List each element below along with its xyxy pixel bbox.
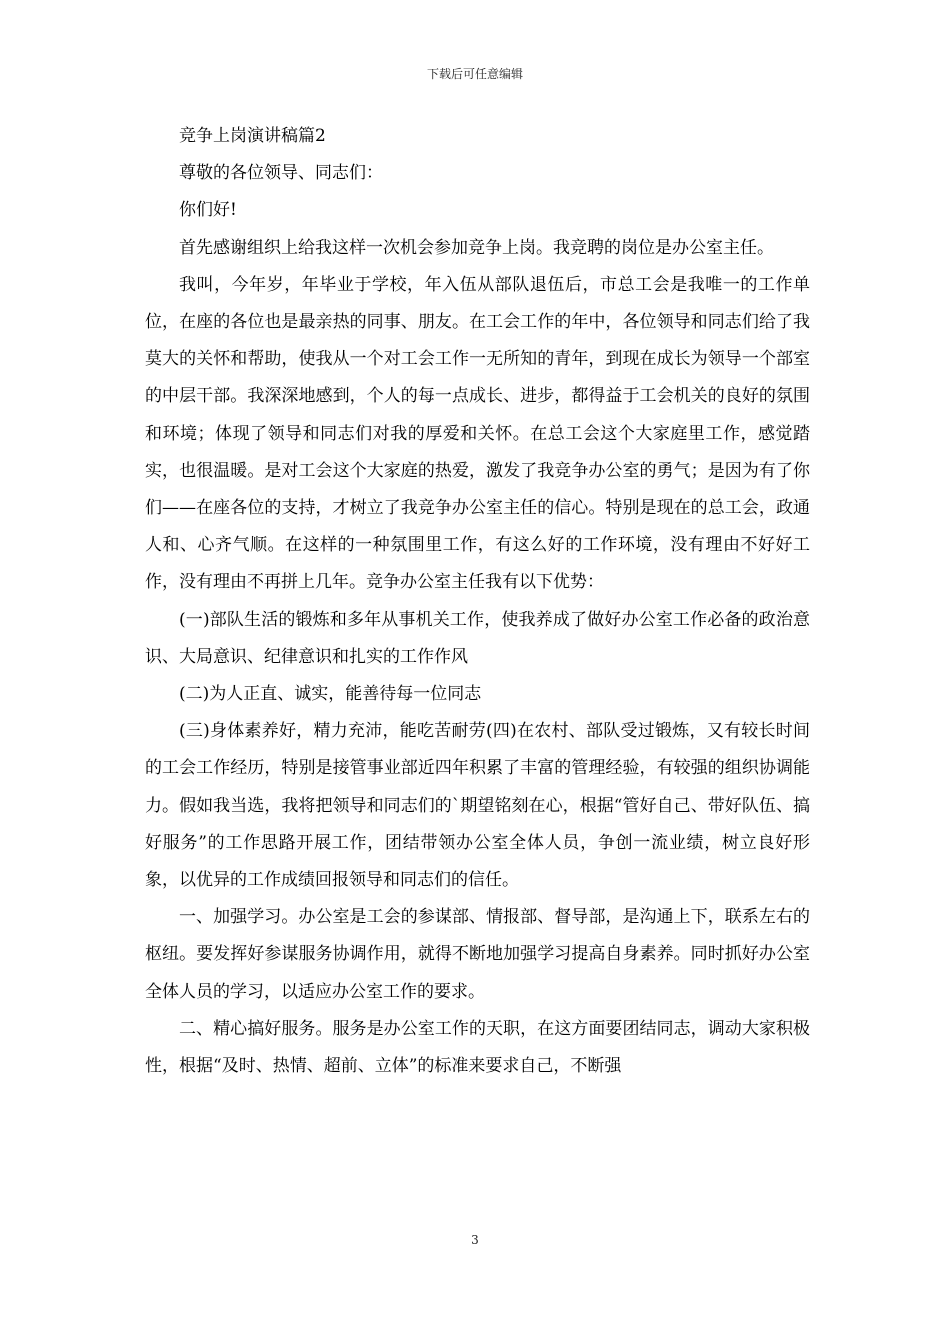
paragraph-advantage-1: (一)部队生活的锻炼和多年从事机关工作，使我养成了做好办公室工作必备的政治意识、大局意识、纪律意识和扎实的工作作风 xyxy=(145,609,810,667)
paragraph-self-introduction: 我叫，今年岁，年毕业于学校，年入伍从部队退伍后，市总工会是我唯一的工作单位，在座的各位也是最亲热的同事、朋友。在工会工作的年中，各位领导和同志们给了我莫大的关怀和帮助，使我从一个对工会工作一无所知的青年，到现在成长为领导一个部室的中层干部。我深深地感到，个人的每一点成长、进步，都得益于工会机关的良好的氛围和环境；体现了领导和同志们对我的厚爱和关怀。在总工会这个大家庭里工作，感觉踏实，也很温暖。是对工会这个大家庭的热爱，激发了我竞争办公室的勇气；是因为有了你们——在座各位的支持，才树立了我竞争办公室主任的信心。特别是现在的总工会，政通人和、心齐气顺。在这样的一种氛围里工作，有这么好的工作环境，没有理由不好好工作，没有理由不再拼上几年。竞争办公室主任我有以下优势： xyxy=(145,274,810,593)
salutation: 尊敬的各位领导、同志们： xyxy=(179,163,383,184)
paragraph-plan-service: 二、精心搞好服务。服务是办公室工作的天职，在这方面要团结同志，调动大家积极性，根据“及时、热情、超前、立体”的标准来要求自己，不断强 xyxy=(145,1018,810,1077)
paragraph-advantage-2: (二)为人正直、诚实，能善待每一位同志 xyxy=(179,684,482,705)
page-header: 下载后可任意编辑 xyxy=(426,67,523,81)
document-body xyxy=(145,118,810,1085)
page-number: 3 xyxy=(471,1233,479,1247)
document-title: 竞争上岗演讲稿篇2 xyxy=(179,126,326,146)
paragraph-advantage-3: (三)身体素养好，精力充沛，能吃苦耐劳(四)在农村、部队受过锻炼，又有较长时间的工会工作经历，特别是接管事业部近四年积累了丰富的管理经验，有较强的组织协调能力。假如我当选，我将把领导和同志们的`期望铭刻在心，根据“管好自己、带好队伍、搞好服务”的工作思路开展工作，团结带领办公室全体人员，争创一流业绩，树立良好形象，以优异的工作成绩回报领导和同志们的信任。 xyxy=(145,721,810,891)
paragraph-plan-study: 一、加强学习。办公室是工会的参谋部、情报部、督导部，是沟通上下，联系左右的枢纽。要发挥好参谋服务协调作用，就得不断地加强学习提高自身素养。同时抓好办公室全体人员的学习，以适应办公室工作的要求。 xyxy=(145,907,810,1002)
greeting: 你们好! xyxy=(179,200,237,221)
paragraph-intro: 首先感谢组织上给我这样一次机会参加竞争上岗。我竞聘的岗位是办公室主任。 xyxy=(179,237,774,258)
